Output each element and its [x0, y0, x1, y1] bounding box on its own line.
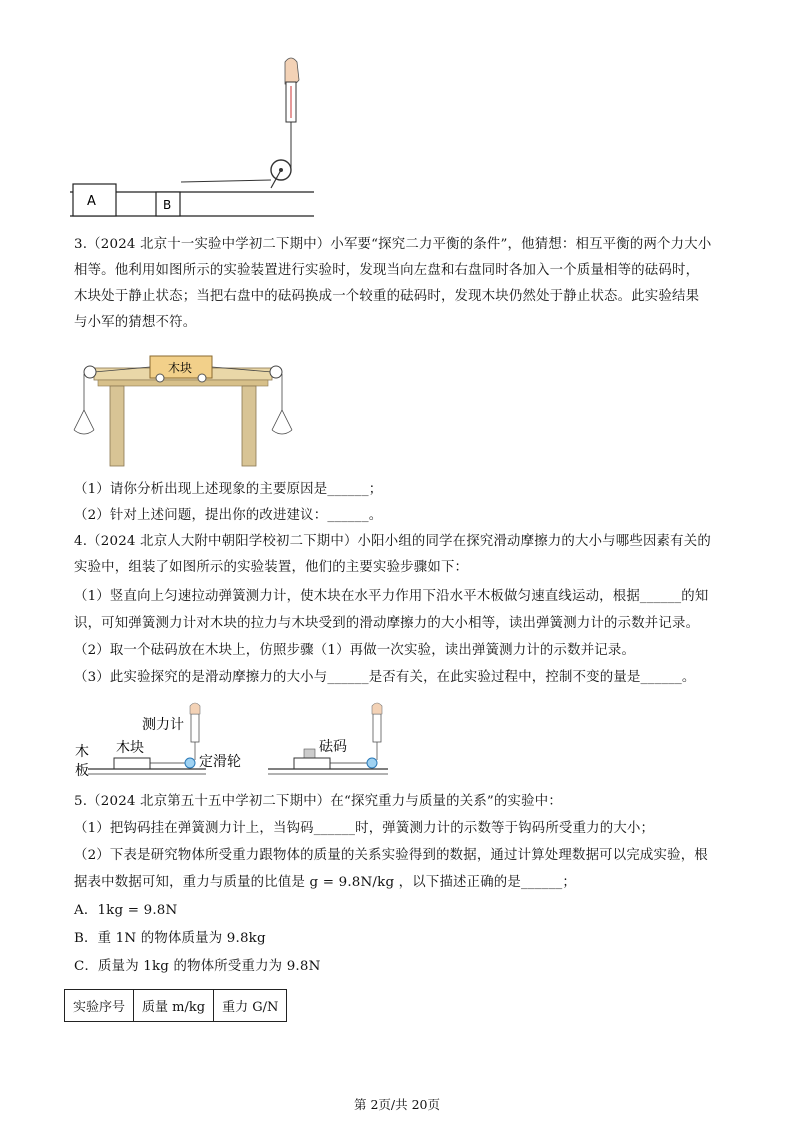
left-pan-icon: [74, 410, 94, 434]
board-label-1: 木: [75, 744, 89, 760]
q4-line-1: 4.（2024 北京人大附中朝阳学校初二下期中）小阳小组的同学在探究滑动摩擦力的大小与哪些因素有关的: [74, 534, 711, 549]
q3-line-1: 3.（2024 北京十一实验中学初二下期中）小军要“探究二力平衡的条件”，他猜想：相互平衡的两个力大小: [74, 237, 712, 252]
table-header-index: 实验序号: [65, 990, 134, 1022]
figure-balance-table: [72, 352, 302, 470]
table-header-mass: 质量 m/kg: [134, 990, 214, 1022]
right-meter-icon: [373, 714, 381, 742]
q3-line-2: 相等。他利用如图所示的实验装置进行实验时，发现当向左盘和右盘同时各加入一个质量相等的砝码时，: [74, 263, 700, 278]
q3-line-3: 木块处于静止状态；当把右盘中的砝码换成一个较重的砝码时，发现木块仍然处于静止状态。此实验结果: [74, 289, 700, 304]
page-footer: 第 2页/共 20页: [353, 1097, 441, 1112]
q4-line-2: 实验中，组装了如图所示的实验装置，他们的主要实验步骤如下：: [74, 560, 469, 575]
hand-icon: [285, 58, 299, 85]
table-header-row: [65, 990, 287, 1022]
figure-friction-setup: [72, 696, 392, 784]
pulley-label: 定滑轮: [199, 754, 241, 770]
q5-line-2: （1）把钩码挂在弹簧测力计上，当钩码______时，弹簧测力计的示数等于钩码所受重力的大小；: [74, 821, 655, 836]
q5-line-1: 5.（2024 北京第五十五中学初二下期中）在“探究重力与质量的关系”的实验中：: [74, 794, 562, 809]
q4-line-5: （2）取一个砝码放在木块上，仿照步骤（1）再做一次实验，读出弹簧测力计的示数并记录。: [74, 643, 636, 658]
q4-line-3: （1）竖直向上匀速拉动弹簧测力计，使木块在水平力作用下沿水平木板做匀速直线运动，根据______的知: [74, 589, 709, 604]
q3-sub-2: （2）针对上述问题，提出你的改进建议：______。: [74, 508, 383, 523]
q5-line-3: （2）下表是研究物体所受重力跟物体的质量的关系实验得到的数据，通过计算处理数据可以完成实验，根: [74, 848, 708, 863]
right-pulley-blue-icon: [367, 758, 377, 768]
weight-label: 砝码: [319, 739, 347, 755]
q3-line-4: 与小军的猜想不符。: [74, 315, 197, 330]
left-pulley-icon: [84, 366, 96, 378]
table-header-weight: 重力 G/N: [214, 990, 287, 1022]
q5-line-4: 据表中数据可知，重力与质量的比值是 g = 9.8N/kg ，以下描述正确的是______；: [74, 875, 576, 890]
q4-line-4: 识，可知弹簧测力计对木块的拉力与木块受到的滑动摩擦力的大小相等，读出弹簧测力计的示数并记录。: [74, 616, 700, 631]
q5-option-b: B．重 1N 的物体质量为 9.8kg: [74, 931, 266, 946]
left-pulley-blue-icon: [185, 758, 195, 768]
block-b-label: B: [163, 198, 172, 212]
right-pulley-icon: [270, 366, 282, 378]
meter-label: 测力计: [142, 717, 184, 733]
q5-option-a: A．1kg = 9.8N: [74, 903, 178, 918]
right-pan-icon: [272, 410, 292, 434]
wood-block-label: 木块: [168, 361, 193, 375]
weight-icon: [304, 749, 315, 758]
q5-option-c: C．质量为 1kg 的物体所受重力为 9.8N: [74, 959, 321, 974]
figure-blocks-pulley: [64, 52, 324, 222]
board-label-2: 板: [75, 763, 89, 779]
left-meter-icon: [191, 714, 199, 742]
q3-sub-1: （1）请你分析出现上述现象的主要原因是______；: [74, 482, 383, 497]
q4-line-6: （3）此实验探究的是滑动摩擦力的大小与______是否有关，在此实验过程中，控制不变的量是______。: [74, 670, 696, 685]
data-table: [64, 989, 287, 1022]
block-a-label: A: [87, 194, 96, 209]
block-label: 木块: [116, 740, 144, 756]
